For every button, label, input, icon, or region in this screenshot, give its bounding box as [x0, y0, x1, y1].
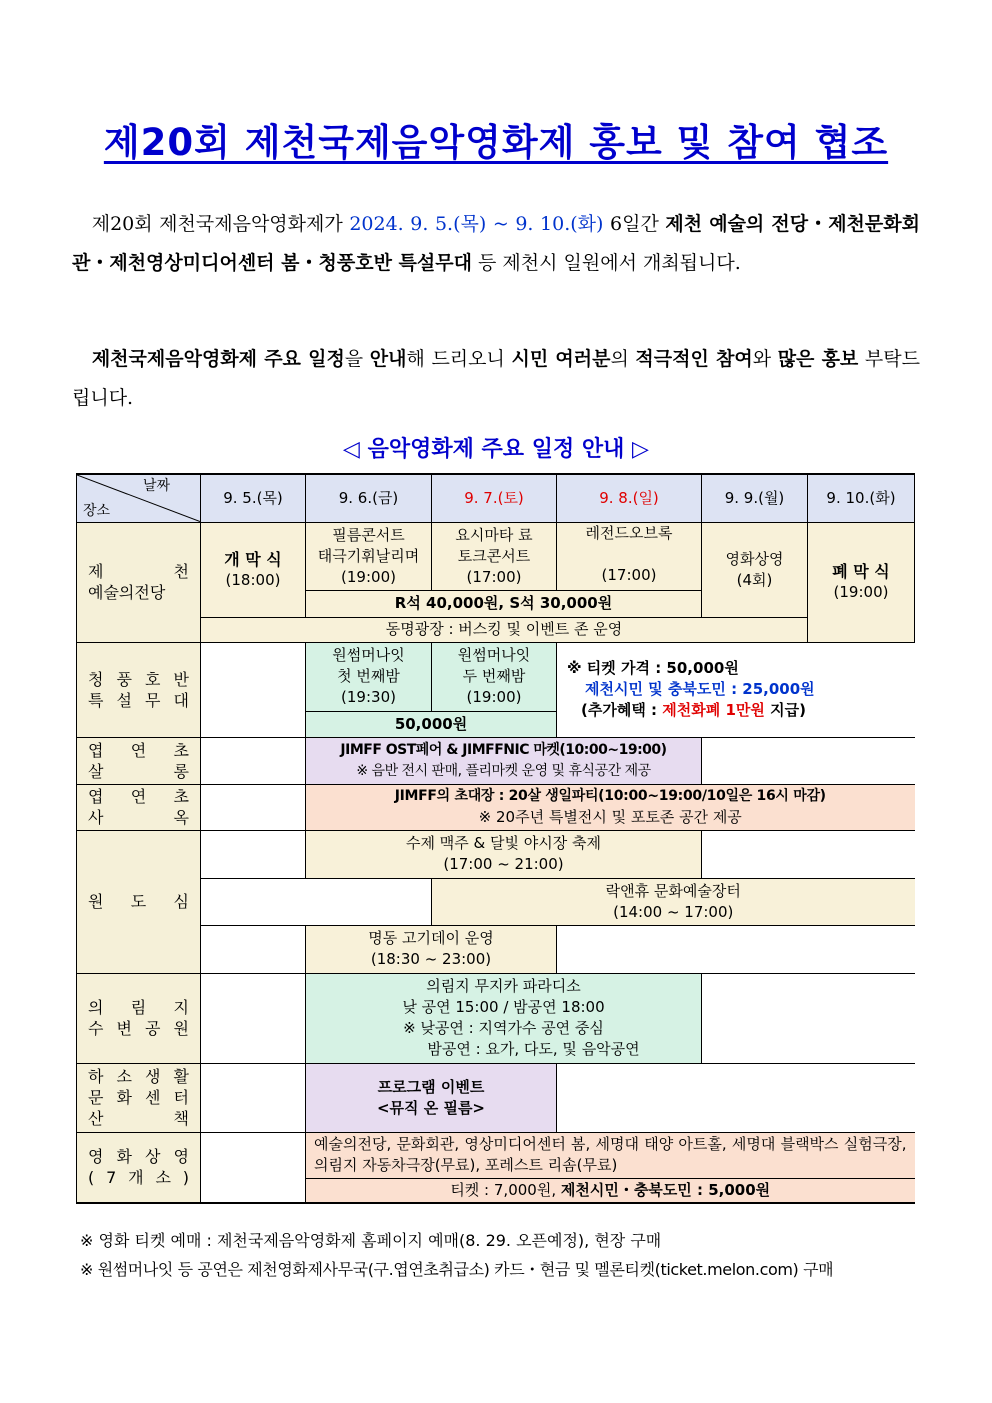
- empty-cell: [201, 737, 306, 784]
- schedule-subtitle: ◁ 음악영화제 주요 일정 안내 ▷: [343, 437, 649, 462]
- opening-ceremony: 개 막 식 (18:00): [201, 522, 306, 617]
- date-header: 9. 5.(목): [201, 474, 306, 522]
- event-summer-night-1: 원썸머나잇 첫 번째밤 (19:30): [306, 642, 432, 711]
- table-row: [77, 784, 915, 830]
- intro-paragraph-2: 제천국제음악영화제 주요 일정을 안내해 드리오니 시민 여러분의 적극적인 참여와 많은 홍보 부탁드립니다.: [72, 348, 920, 409]
- table-header-row: [77, 474, 915, 522]
- location-arts-center: 제 천 예술의전당: [77, 522, 201, 642]
- intro-venues: 제천 예술의 전당・제천문화회관・제천영상미디어센터 봄・청풍호반 특설무대: [72, 213, 920, 274]
- table-row: [77, 737, 915, 784]
- table-row: [77, 642, 915, 711]
- page-title: 제20회 제천국제음악영화제 홍보 및 참여 협조: [103, 121, 889, 164]
- empty-cell: [702, 737, 915, 784]
- event-rock-and-hue: 락앤휴 문화예술장터 (14:00 ~ 17:00): [432, 878, 915, 925]
- event-legend-of-rock: 레전드오브록 (17:00): [557, 522, 702, 590]
- event-yoshimata-talk: 요시마타 료 토크콘서트 (17:00): [432, 522, 557, 590]
- event-night-market: 수제 맥주 & 달빛 야시장 축제 (17:00 ~ 21:00): [306, 830, 702, 878]
- location-uirimji-park: 의 림 지 수 변 공 원: [77, 973, 201, 1063]
- empty-cell: [557, 925, 915, 973]
- date-header: 9. 9.(월): [702, 474, 808, 522]
- table-row: [77, 925, 915, 973]
- date-header: 9. 7.(토): [432, 474, 557, 522]
- table-row: [77, 522, 915, 590]
- location-cinemas: 영 화 상 영 ( 7 개 소 ): [77, 1132, 201, 1203]
- lake-price: 50,000원: [306, 711, 557, 737]
- event-summer-night-2: 원썸머나잇 두 번째밤 (19:00): [432, 642, 557, 711]
- arts-ticket-price: R석 40,000원, S석 30,000원: [306, 590, 702, 617]
- closing-ceremony: 폐 막 식 (19:00): [808, 522, 915, 642]
- intro-dates: 2024. 9. 5.(목) ~ 9. 10.(화): [349, 213, 604, 235]
- corner-cell: 날짜 장소: [77, 474, 201, 522]
- event-birthday-party: JIMFF의 초대장 : 20살 생일파티(10:00~19:00/10일은 16시 마감) ※ 20주년 특별전시 및 포토존 공간 제공: [306, 784, 915, 830]
- table-row: [77, 1063, 915, 1132]
- intro-paragraph-1: 제20회 제천국제음악영화제가 2024. 9. 5.(목) ~ 9. 10.(화) 6일간 제천 예술의 전당・제천문화회관・제천영상미디어센터 봄・청풍호반 특설무대 등 제천시 일원에서 개최됩니다.: [72, 213, 920, 274]
- empty-cell: [201, 925, 306, 973]
- schedule-table: [76, 473, 915, 1204]
- footnotes: [80, 1226, 833, 1284]
- cinema-ticket: 티켓 : 7,000원, 제천시민・충북도민 : 5,000원: [306, 1178, 915, 1203]
- event-film-concert: 필름콘서트 태극기휘날리며 (19:00): [306, 522, 432, 590]
- plaza-busking: 동명광장 : 버스킹 및 이벤트 존 운영: [201, 617, 808, 642]
- table-row: [77, 878, 915, 925]
- event-ost-market: JIMFF OST페어 & JIMFFNIC 마켓(10:00~19:00) ※ 음반 전시 판매, 플리마켓 운영 및 휴식공간 제공: [306, 737, 702, 784]
- empty-cell: [557, 1063, 915, 1132]
- empty-cell: [201, 642, 306, 737]
- footnote-performance: ※ 원썸머나잇 등 공연은 제천영화제사무국(구.엽연초취급소) 카드・현금 및 멜론티켓(ticket.melon.com) 구매: [80, 1260, 834, 1279]
- location-tobacco-office: 엽 연 초 사 옥: [77, 784, 201, 830]
- location-haso-center: 하 소 생 활 문 화 센 터 산 책: [77, 1063, 201, 1132]
- date-header: 9. 6.(금): [306, 474, 432, 522]
- event-music-on-film: 프로그램 이벤트 <뮤직 온 필름>: [306, 1063, 557, 1132]
- date-header: 9. 10.(화): [808, 474, 915, 522]
- empty-cell: [201, 830, 306, 878]
- empty-cell: [201, 1132, 306, 1203]
- table-row: [77, 617, 915, 642]
- empty-cell: [702, 973, 915, 1063]
- empty-cell: [201, 878, 432, 925]
- empty-cell: [201, 973, 306, 1063]
- date-header: 9. 8.(일): [557, 474, 702, 522]
- event-musica-paradiso: 의림지 무지카 파라디소 낮 공연 15:00 / 밤공연 18:00 ※ 낮공연 : 지역가수 공연 중심 밤공연 : 요가, 다도, 및 음악공연: [306, 973, 702, 1063]
- table-row: [77, 830, 915, 878]
- location-old-downtown: 원 도 심: [77, 830, 201, 973]
- location-lakeside-stage: 청 풍 호 반 특 설 무 대: [77, 642, 201, 737]
- intro-festival-name: 제20회 제천국제음악영화제: [91, 213, 325, 235]
- table-row: [77, 973, 915, 1063]
- location-salon: 엽 연 초 살 롱: [77, 737, 201, 784]
- footnote-ticket: ※ 영화 티켓 예매 : 제천국제음악영화제 홈페이지 예매(8. 29. 오픈예정), 현장 구매: [80, 1231, 662, 1250]
- empty-cell: [201, 1063, 306, 1132]
- event-meat-day: 명동 고기데이 운영 (18:30 ~ 23:00): [306, 925, 557, 973]
- table-row: [77, 1132, 915, 1178]
- empty-cell: [201, 784, 306, 830]
- film-screening: 영화상영 (4회): [702, 522, 808, 617]
- cinema-venues: 예술의전당, 문화회관, 영상미디어센터 봄, 세명대 태양 아트홀, 세명대 블랙박스 실험극장, 의림지 자동차극장(무료), 포레스트 리솜(무료): [306, 1132, 915, 1178]
- lake-ticket-info: ※ 티켓 가격 : 50,000원 제천시민 및 충북도민 : 25,000원 (추가혜택 : 제천화폐 1만원 지급): [557, 642, 915, 737]
- empty-cell: [702, 830, 915, 878]
